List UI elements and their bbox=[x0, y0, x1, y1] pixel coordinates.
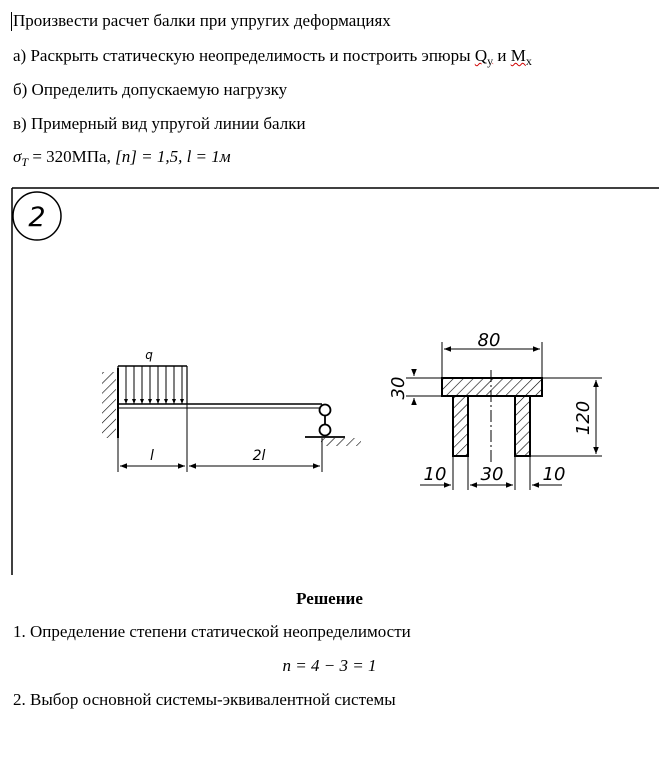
section-width-label: 80 bbox=[477, 330, 501, 351]
task-title: Произвести расчет балки при упругих деформациях bbox=[13, 11, 391, 30]
variant-number: 2 bbox=[28, 202, 46, 233]
solution-step-1: 1. Определение степени статической неопределимости bbox=[13, 622, 411, 641]
l-expression: l = 1м bbox=[186, 147, 231, 166]
gap-width-label: 30 bbox=[480, 464, 504, 485]
item-a-and: и bbox=[497, 46, 507, 65]
section-height-label: 120 bbox=[573, 400, 594, 436]
solution-heading: Решение bbox=[296, 589, 363, 608]
fixed-support bbox=[102, 368, 118, 438]
n-expression: [n] = 1,5, bbox=[115, 147, 183, 166]
sigma-value: = 320МПа, bbox=[32, 147, 111, 166]
cross-section bbox=[442, 370, 542, 462]
text-cursor bbox=[11, 12, 12, 31]
wall-left-label: 10 bbox=[423, 464, 447, 485]
beam bbox=[118, 404, 322, 408]
distributed-load bbox=[118, 366, 187, 404]
beam-drawing bbox=[0, 186, 659, 578]
sigma-sub: T bbox=[21, 155, 29, 169]
span1-label: l bbox=[150, 448, 154, 464]
m-symbol: $M_x$ bbox=[510, 46, 532, 68]
q-symbol: $Q_y$ bbox=[474, 46, 494, 68]
beam-dimensions bbox=[118, 404, 322, 472]
solution-step-2: 2. Выбор основной системы-эквивалентной системы bbox=[13, 690, 396, 709]
task-item-c: в) Примерный вид упругой линии балки bbox=[13, 114, 306, 133]
load-label: q bbox=[145, 348, 153, 362]
sigma-symbol: σ bbox=[13, 147, 22, 166]
span2-label: 2l bbox=[252, 448, 266, 464]
given-values bbox=[13, 147, 231, 170]
wall-right-label: 10 bbox=[542, 464, 566, 485]
task-item-b: б) Определить допускаемую нагрузку bbox=[13, 80, 288, 99]
flange-thickness-label: 30 bbox=[388, 376, 409, 400]
pin-support bbox=[305, 405, 361, 447]
task-item-a bbox=[13, 46, 532, 69]
item-a-text: а) Раскрыть статическую неопределимость и построить эпюры bbox=[13, 46, 471, 65]
solution-formula: n = 4 − 3 = 1 bbox=[282, 656, 377, 675]
